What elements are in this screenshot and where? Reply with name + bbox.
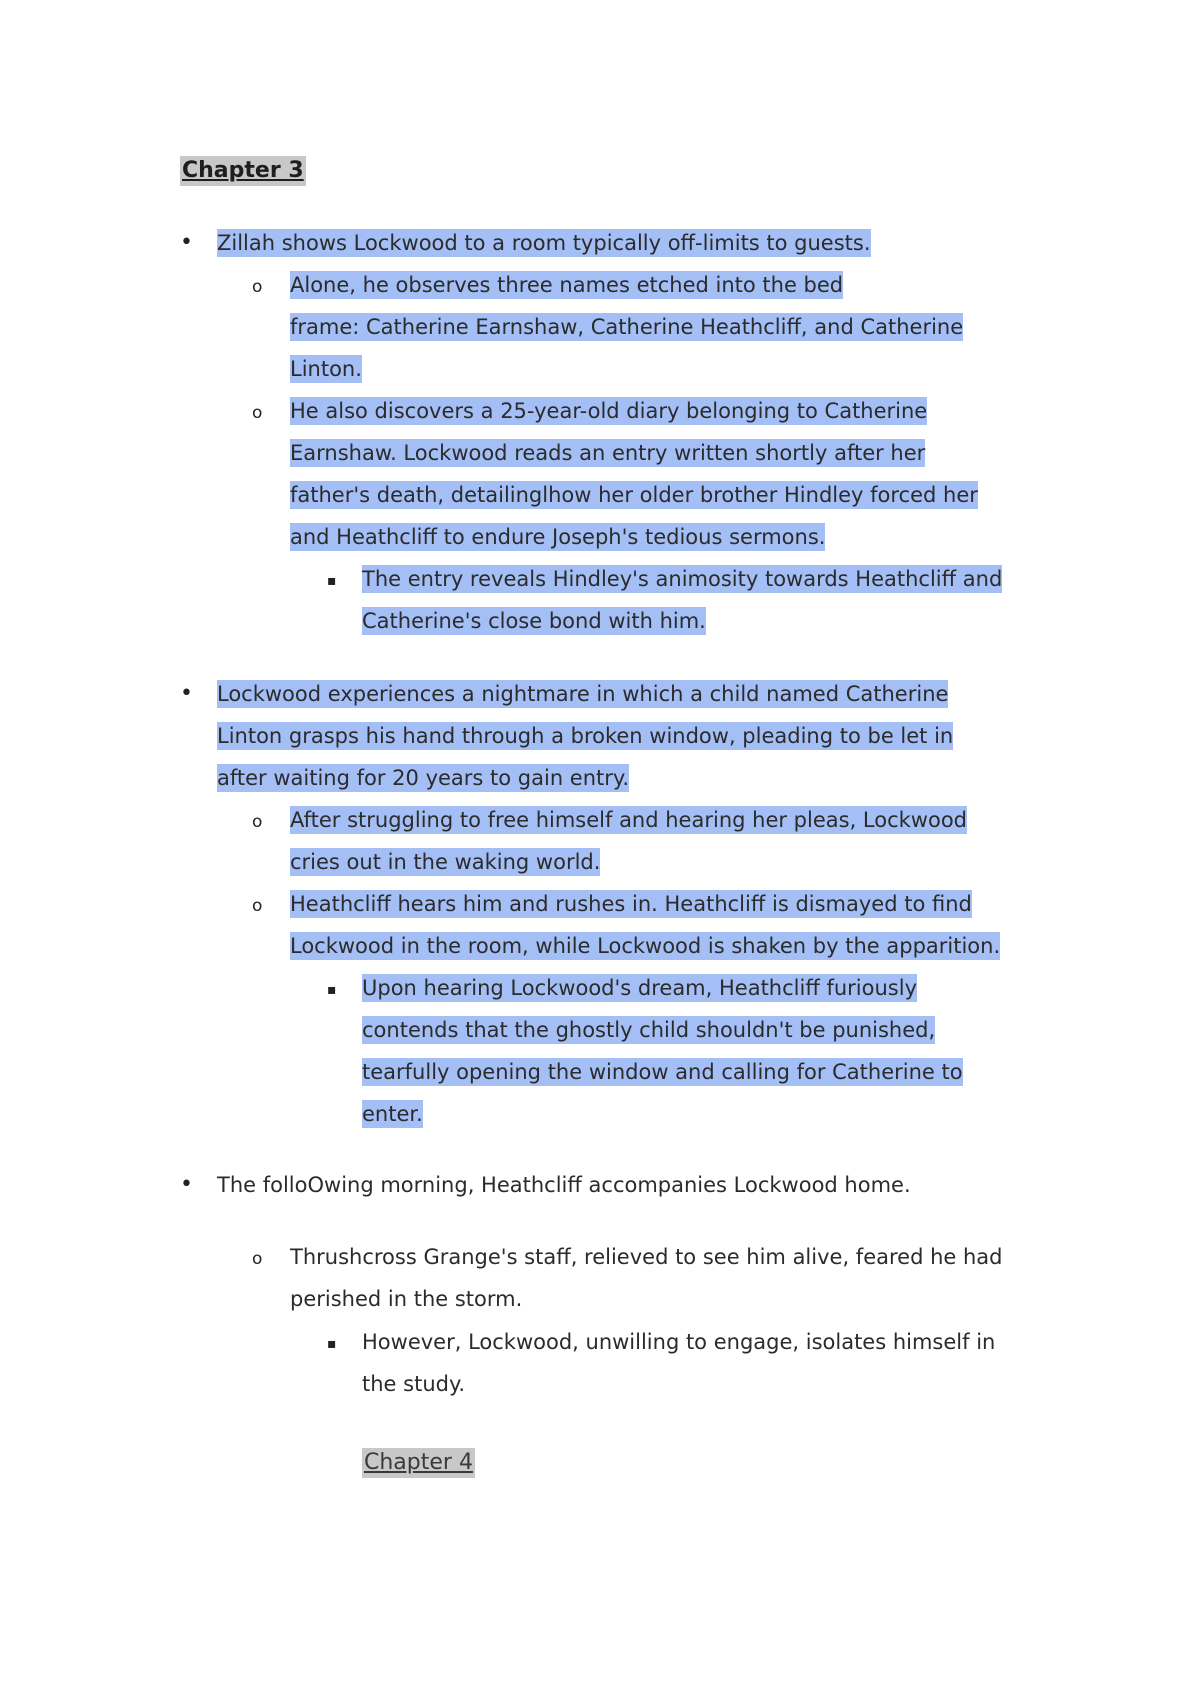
list-item: Zillah shows Lockwood to a room typically off-limits to guests.: [217, 231, 871, 255]
list-item-line: frame: Catherine Earnshaw, Catherine Heathcliff, and Catherine: [290, 315, 964, 339]
bullet-marker: •: [180, 1172, 193, 1197]
sub-sub-bullet-marker: ▪: [327, 982, 337, 998]
list-item-line: father's death, detailinglhow her older brother Hindley forced her: [290, 483, 978, 507]
list-item-line: Catherine's close bond with him.: [362, 609, 706, 633]
list-item-line: tearfully opening the window and calling for Catherine to: [362, 1060, 963, 1084]
chapter-3-heading: Chapter 3: [180, 156, 306, 186]
sub-bullet-marker: o: [252, 812, 263, 832]
list-item-line: enter.: [362, 1102, 423, 1126]
sub-bullet-marker: o: [252, 1249, 263, 1269]
list-item: Heathcliff hears him and rushes in. Heathcliff is dismayed to find: [290, 892, 972, 916]
list-item: The folloOwing morning, Heathcliff accompanies Lockwood home.: [217, 1173, 911, 1197]
sub-bullet-marker: o: [252, 896, 263, 916]
bullet-marker: •: [180, 681, 193, 706]
chapter-4-heading: Chapter 4: [362, 1448, 475, 1478]
list-item-line: Lockwood in the room, while Lockwood is shaken by the apparition.: [290, 934, 1001, 958]
list-item: Upon hearing Lockwood's dream, Heathcliff furiously: [362, 976, 918, 1000]
bullet-marker: •: [180, 230, 193, 255]
list-item: The entry reveals Hindley's animosity towards Heathcliff and: [362, 567, 1003, 591]
sub-sub-bullet-marker: ▪: [327, 573, 337, 589]
list-item-line: Linton grasps his hand through a broken window, pleading to be let in: [217, 724, 954, 748]
list-item-line: the study.: [362, 1372, 466, 1396]
list-item-line: Linton.: [290, 357, 362, 381]
list-item: Lockwood experiences a nightmare in which a child named Catherine: [217, 682, 949, 706]
list-item-line: contends that the ghostly child shouldn't be punished,: [362, 1018, 936, 1042]
list-item-line: perished in the storm.: [290, 1287, 523, 1311]
sub-bullet-marker: o: [252, 403, 263, 423]
list-item: However, Lockwood, unwilling to engage, isolates himself in: [362, 1330, 996, 1354]
list-item-line: after waiting for 20 years to gain entry.: [217, 766, 630, 790]
sub-sub-bullet-marker: ▪: [327, 1336, 337, 1352]
list-item-line: and Heathcliff to endure Joseph's tedious sermons.: [290, 525, 826, 549]
list-item: Thrushcross Grange's staff, relieved to see him alive, feared he had: [290, 1245, 1003, 1269]
list-item-line: Earnshaw. Lockwood reads an entry written shortly after her: [290, 441, 926, 465]
list-item-line: cries out in the waking world.: [290, 850, 601, 874]
list-item: Alone, he observes three names etched into the bed: [290, 273, 844, 297]
list-item: He also discovers a 25-year-old diary belonging to Catherine: [290, 399, 928, 423]
sub-bullet-marker: o: [252, 277, 263, 297]
list-item: After struggling to free himself and hearing her pleas, Lockwood: [290, 808, 968, 832]
